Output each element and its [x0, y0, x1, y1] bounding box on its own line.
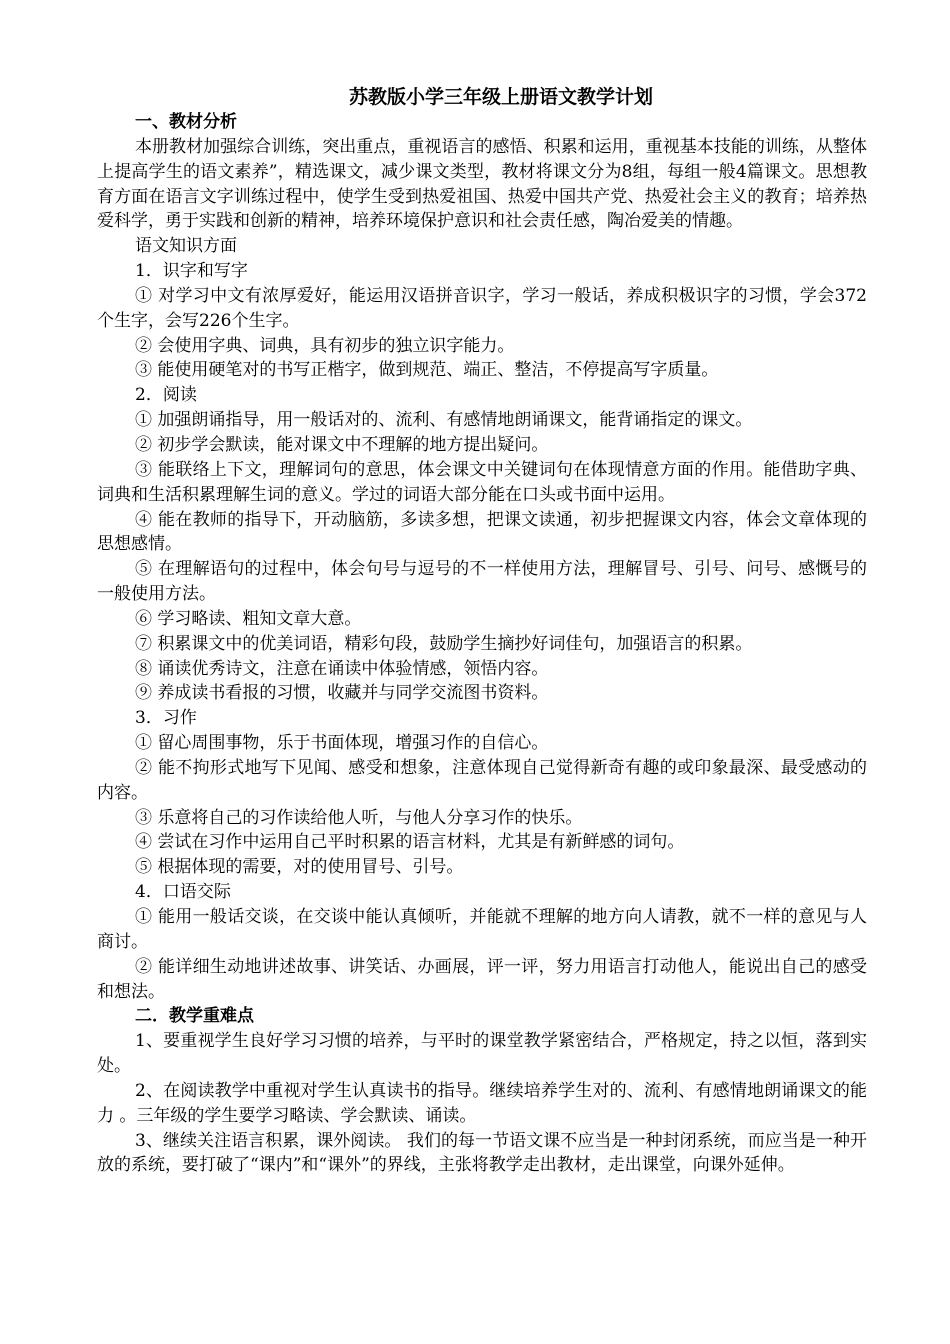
- subheading-literacy: 1．识字和写字: [135, 261, 248, 282]
- intro-paragraph: 本册教材加强综合训练，突出重点，重视语言的感悟、积累和运用，重视基本技能的训练，从整体上提高学生的语文素养”，精选课文，减少课文类型，教材将课文分为8组，每组一般4篇课文。思想教育方面在语言文字训练过程中，使学生受到热爱祖国、热爱中国共产党、热爱社会主义的教育；培养热爱科学，勇于实践和创新的精神，培养环境保护意识和社会责任感，陶冶爱美的情趣。: [97, 136, 867, 232]
- writing-item: ② 能不拘形式地写下见闻、感受和想象，注意体现自己觉得新奇有趣的或印象最深、最受感动的内容。: [97, 757, 867, 803]
- reading-item: ⑨ 养成读书看报的习惯，收藏并与同学交流图书资料。: [135, 683, 549, 704]
- document-page: [97, 84, 867, 1178]
- reading-item: ④ 能在教师的指导下，开动脑筋，多读多想，把课文读通，初步把握课文内容，体会文章体现的思想感情。: [97, 509, 867, 555]
- subheading-writing: 3．习作: [135, 708, 197, 729]
- reading-item: ① 加强朗诵指导，用一般话对的、流利、有感情地朗诵课文，能背诵指定的课文。: [135, 410, 753, 431]
- oral-item: ② 能详细生动地讲述故事、讲笑话、办画展，评一评，努力用语言打动他人，能说出自己的感受和想法。: [97, 956, 867, 1002]
- subheading-oral-communication: 4．口语交际: [135, 882, 231, 903]
- reading-item: ⑤ 在理解语句的过程中，体会句号与逗号的不一样使用方法，理解冒号、引号、问号、感慨号的一般使用方法。: [97, 559, 867, 605]
- writing-item: ① 留心周围事物，乐于书面体现，增强习作的自信心。: [135, 733, 549, 754]
- reading-item: ② 初步学会默读，能对课文中不理解的地方提出疑问。: [135, 434, 549, 455]
- reading-item: ③ 能联络上下文，理解词句的意思，体会课文中关键词句在体现情意方面的作用。能借助字典、词典和生活积累理解生词的意义。学过的词语大部分能在口头或书面中运用。: [97, 459, 867, 505]
- reading-item: ⑧ 诵读优秀诗文，注意在诵读中体验情感，领悟内容。: [135, 658, 549, 679]
- literacy-item: ① 对学习中文有浓厚爱好，能运用汉语拼音识字，学习一般话，养成积极识字的习惯，学会372个生字，会写226个生字。: [97, 285, 867, 331]
- key-point-item: 1、要重视学生良好学习习惯的培养，与平时的课堂教学紧密结合，严格规定，持之以恒，落到实处。: [97, 1031, 867, 1077]
- document-title: 苏教版小学三年级上册语文教学计划: [348, 86, 653, 108]
- writing-item: ③ 乐意将自己的习作读给他人听，与他人分享习作的快乐。: [135, 807, 583, 828]
- writing-item: ⑤ 根据体现的需要，对的使用冒号、引号。: [135, 857, 464, 878]
- reading-item: ⑦ 积累课文中的优美词语，精彩句段，鼓励学生摘抄好词佳句，加强语言的积累。: [135, 633, 753, 654]
- literacy-item: ② 会使用字典、词典，具有初步的独立识字能力。: [135, 335, 515, 356]
- oral-item: ① 能用一般话交谈，在交谈中能认真倾听，并能就不理解的地方向人请教，就不一样的意见与人商讨。: [97, 907, 867, 952]
- key-point-item: 3、继续关注语言积累，课外阅读。 我们的每一节语文课不应当是一种封闭系统，而应当是一种开放的系统，要打破了“课内”和“课外”的界线，主张将教学走出教材，走出课堂，向课外延伸。: [97, 1130, 867, 1176]
- literacy-item: ③ 能使用硬笔对的书写正楷字，做到规范、端正、整洁，不停提高写字质量。: [135, 360, 719, 381]
- writing-item: ④ 尝试在习作中运用自己平时积累的语言材料，尤其是有新鲜感的词句。: [135, 832, 685, 853]
- knowledge-label: 语文知识方面: [135, 236, 237, 257]
- subheading-reading: 2．阅读: [135, 385, 197, 406]
- section-heading-textbook-analysis: 一、教材分析: [135, 112, 237, 132]
- key-point-item: 2、在阅读教学中重视对学生认真读书的指导。继续培养学生对的、流利、有感情地朗诵课文的能力 。三年级的学生要学习略读、学会默读、诵读。: [97, 1080, 867, 1126]
- section-heading-key-difficulties: 二．教学重难点: [135, 1006, 254, 1027]
- reading-item: ⑥ 学习略读、粗知文章大意。: [135, 608, 362, 629]
